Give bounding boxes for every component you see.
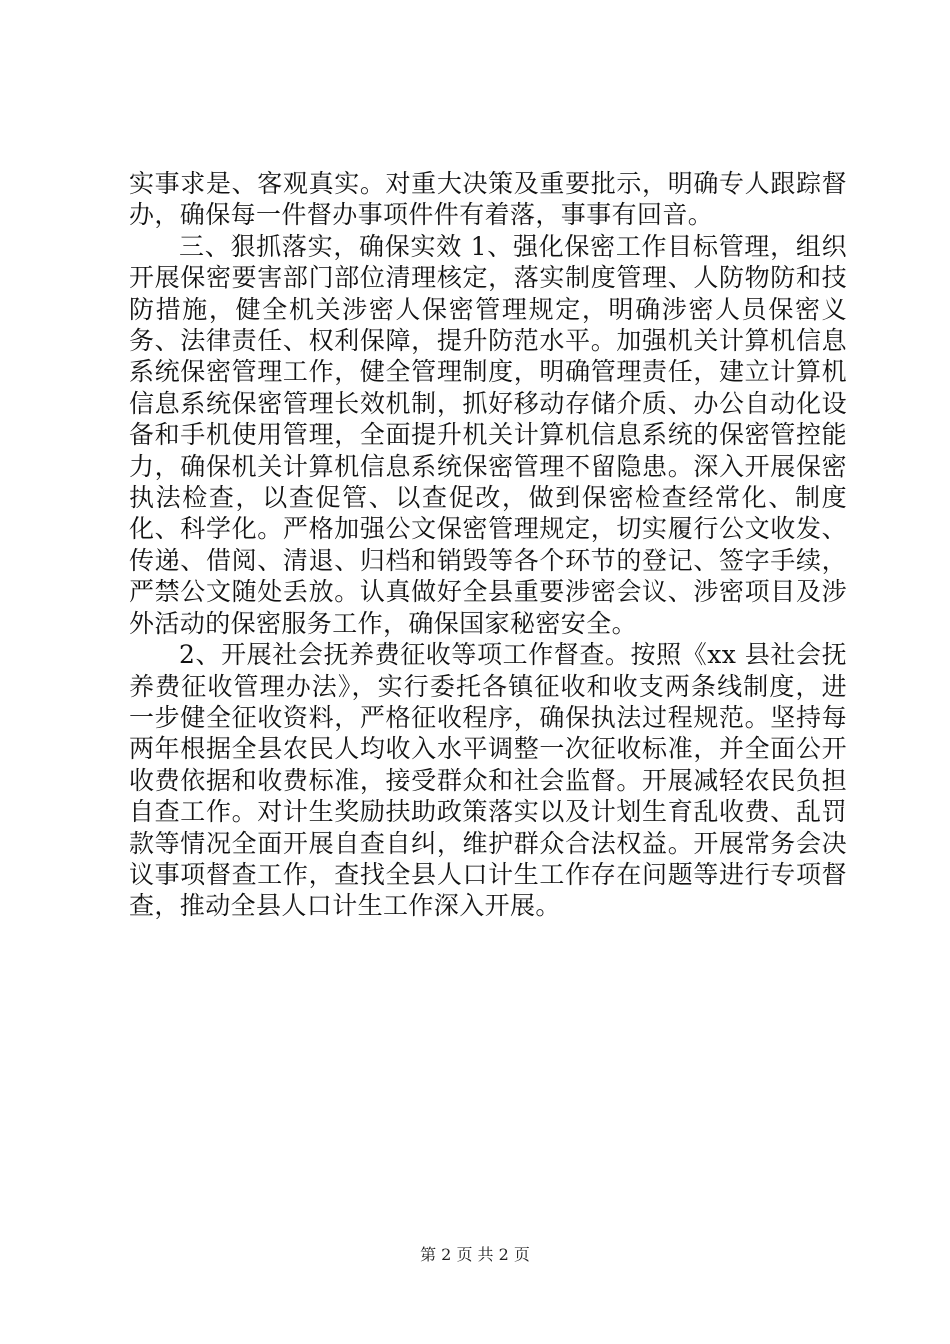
paragraph-continuation: 实事求是、客观真实。对重大决策及重要批示，明确专人跟踪督办，确保每一件督办事项件件有着落，事事有回音。	[129, 169, 847, 230]
paragraph-item-two: 2、开展社会抚养费征收等项工作督查。按照《xx 县社会抚养费征收管理办法》，实行委托各镇征收和收支两条线制度，进一步健全征收资料，严格征收程序，确保执法过程规范。坚持每两年根据全县农民人均收入水平调整一次征收标准，并全面公开收费依据和收费标准，接受群众和社会监督。开展减轻农民负担自查工作。对计生奖励扶助政策落实以及计划生育乱收费、乱罚款等情况全面开展自查自纠，维护群众合法权益。开展常务会决议事项督查工作，查找全县人口计生工作存在问题等进行专项督查，推动全县人口计生工作深入开展。	[129, 640, 847, 921]
paragraph-section-three: 三、狠抓落实，确保实效 1、强化保密工作目标管理，组织开展保密要害部门部位清理核定，落实制度管理、人防物防和技防措施，健全机关涉密人保密管理规定，明确涉密人员保密义务、法律责任、权利保障，提升防范水平。加强机关计算机信息系统保密管理工作，健全管理制度，明确管理责任，建立计算机信息系统保密管理长效机制，抓好移动存储介质、办公自动化设备和手机使用管理，全面提升机关计算机信息系统的保密管控能力，确保机关计算机信息系统保密管理不留隐患。深入开展保密执法检查，以查促管、以查促改，做到保密检查经常化、制度化、科学化。严格加强公文保密管理规定，切实履行公文收发、传递、借阅、清退、归档和销毁等各个环节的登记、签字手续，严禁公文随处丢放。认真做好全县重要涉密会议、涉密项目及涉外活动的保密服务工作，确保国家秘密安全。	[129, 231, 847, 638]
page-number-label: 第 2 页 共 2 页	[420, 1245, 530, 1264]
document-body	[129, 168, 847, 922]
page-footer	[0, 1242, 950, 1265]
